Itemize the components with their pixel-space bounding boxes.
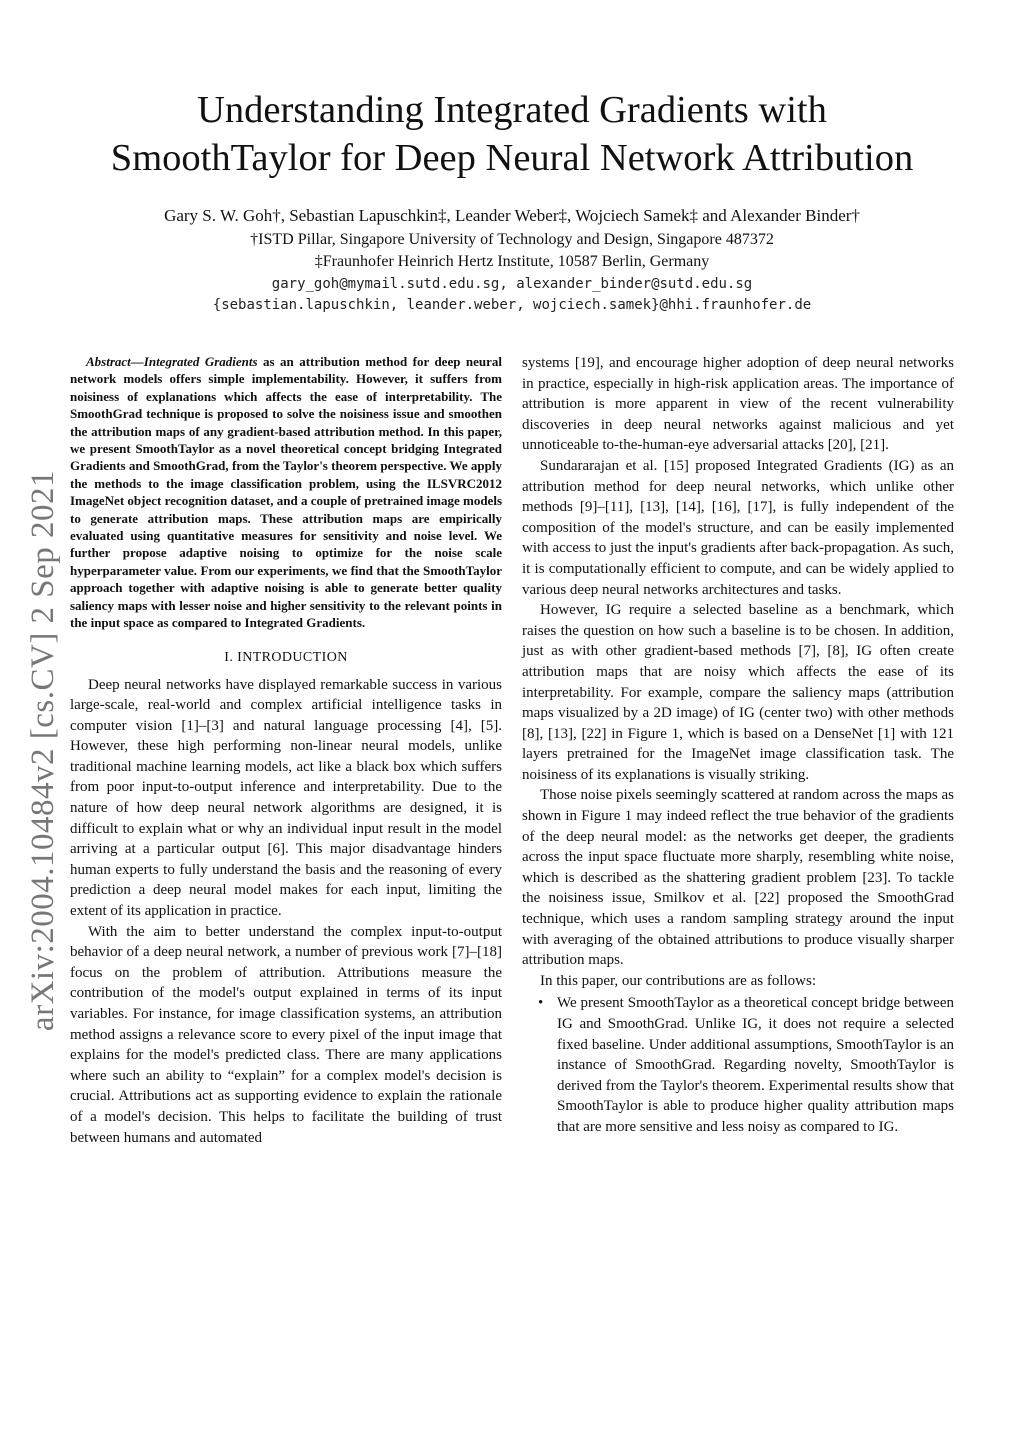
arxiv-stamp-text: arXiv:2004.10484v2 [cs.CV] 2 Sep 2021 xyxy=(25,469,62,1031)
abstract xyxy=(70,353,502,632)
bullet-icon: • xyxy=(538,995,544,1012)
section-heading-introduction: I. INTRODUCTION xyxy=(224,649,348,665)
contribution-text: We present SmoothTaylor as a theoretical concept bridge between IG and SmoothGrad. Unlike IG, it does not require a selected fixed baseline. Under additional assumptions, SmoothTaylor is an instance of SmoothGrad. Regarding novelty, SmoothTaylor is derived from the Taylor's theorem. Experimental results show that SmoothTaylor is able to produce higher quality attribution maps that are more sensitive and less noisy as compared to IG. xyxy=(557,995,954,1135)
email-line-1[interactable]: gary_goh@mymail.sutd.edu.sg, alexander_binder@sutd.edu.sg xyxy=(271,276,753,292)
contribution-item xyxy=(522,993,954,1137)
title-line-1: Understanding Integrated Gradients with xyxy=(197,89,827,131)
abstract-lead: Abstract—Integrated Gradients xyxy=(86,354,258,369)
intro-paragraph-6: Those noise pixels seemingly scattered at random across the maps as shown in Figure 1 may indeed reflect the true behavior of the gradients of the deep neural model: as the networks get deeper, the gradients across the input space fluctuate more sharply, resembling white noise, which is described as the shattering gradient problem [23]. To tackle the noisiness issue, Smilkov et al. [22] proposed the SmoothGrad technique, which uses a random sampling strategy around the input with averaging of the obtained attributions to produce visually sharper attribution maps. xyxy=(522,787,954,969)
right-column xyxy=(522,353,954,1138)
intro-paragraph-7: In this paper, our contributions are as follows: xyxy=(540,972,817,989)
left-column xyxy=(70,353,502,1148)
arxiv-stamp[interactable] xyxy=(16,460,72,1040)
affiliation-fraunhofer: ‡Fraunhofer Heinrich Hertz Institute, 10587 Berlin, Germany xyxy=(314,253,710,270)
email-line-2[interactable]: {sebastian.lapuschkin, leander.weber, wojciech.samek}@hhi.fraunhofer.de xyxy=(212,297,812,313)
contribution-list xyxy=(522,993,954,1137)
intro-paragraph-3: systems [19], and encourage higher adoption of deep neural networks in practice, especially in high-risk application areas. The importance of attribution is more apparent in view of the recent vulnerability discoveries in deep neural networks against malicious and yet unnoticeable to-the-human-eye adversarial attacks [20], [21]. xyxy=(522,355,954,454)
paper-title xyxy=(0,86,1024,182)
abstract-body: as an attribution method for deep neural network models offers simple implementability. However, it suffers from noisiness of explanations which affects the ease of interpretability. The SmoothGrad technique is proposed to solve the noisiness issue and smoothen the attribution maps of any gradient-based attribution method. In this paper, we present SmoothTaylor as a novel theoretical concept bridging Integrated Gradients and SmoothGrad, from the Taylor's theorem perspective. We apply the methods to the image classification problem, using the ILSVRC2012 ImageNet object recognition dataset, and a couple of pretrained image models to generate attribution maps. These attribution maps are empirically evaluated using quantitative measures for sensitivity and noise level. We further propose adaptive noising to optimize for the noise scale hyperparameter value. From our experiments, we find that the SmoothTaylor approach together with adaptive noising is able to generate better quality saliency maps with lesser noise and higher sensitivity to the relevant points in the input space as compared to Integrated Gradients. xyxy=(70,354,503,631)
title-line-2: SmoothTaylor for Deep Neural Network Attribution xyxy=(110,137,914,179)
intro-paragraph-2: With the aim to better understand the complex input-to-output behavior of a deep neural network, a number of previous work [7]–[18] focus on the problem of attribution. Attributions measure the contribution of the model's output explained in terms of its input variables. For instance, for image classification systems, an attribution method assigns a relevance score to every pixel of the input image that explains for the model's predicted class. There are many applications where such an ability to “explain” for a complex model's decision is crucial. Attributions act as supporting evidence to explain the rationale of a model's decision. This helps to facilitate the building of trust between humans and automated xyxy=(70,923,502,1146)
author-list: Gary S. W. Goh†, Sebastian Lapuschkin‡, Leander Weber‡, Wojciech Samek‡ and Alexander Binder† xyxy=(164,206,860,225)
intro-paragraph-4: Sundararajan et al. [15] proposed Integrated Gradients (IG) as an attribution method for deep neural networks, which unlike other methods [9]–[11], [13], [14], [16], [17], is fully independent of the composition of the model's structure, and can be easily implemented with access to just the input's gradients after back-propagation. As such, it is computationally efficient to compute, and can be widely applied to various deep neural networks architectures and tasks. xyxy=(522,457,954,598)
affiliation-sutd: †ISTD Pillar, Singapore University of Technology and Design, Singapore 487372 xyxy=(250,231,774,248)
intro-paragraph-5: However, IG require a selected baseline as a benchmark, which raises the question on how such a baseline is to be chosen. In addition, just as with other gradient-based methods [7], [8], IG often create attribution maps that are noisy which affects the ease of its interpretability. For example, compare the saliency maps (attribution maps visualized by a 2D image) of IG (center two) with other methods [8], [13], [22] in Figure 1, which is based on a DenseNet [1] with 121 layers pretrained for the ImageNet image classification task. The noisiness of its explanations is visually striking. xyxy=(522,602,954,783)
intro-paragraph-1: Deep neural networks have displayed remarkable success in various large-scale, real-world and complex artificial intelligence tasks in computer vision [1]–[3] and natural language processing [4], [5]. However, these high performing non-linear neural models, unlike traditional machine learning models, act like a black box which suffers from poor input-to-output inference and interpretability. Due to the nature of how deep neural network algorithms are designed, it is difficult to explain what or why an individual input result in the model arriving at a particular output [6]. This major disadvantage hinders human experts to fully understand the basis and the reasoning of every prediction a deep neural model makes for each input, limiting the extent of its application in practice. xyxy=(70,676,502,920)
